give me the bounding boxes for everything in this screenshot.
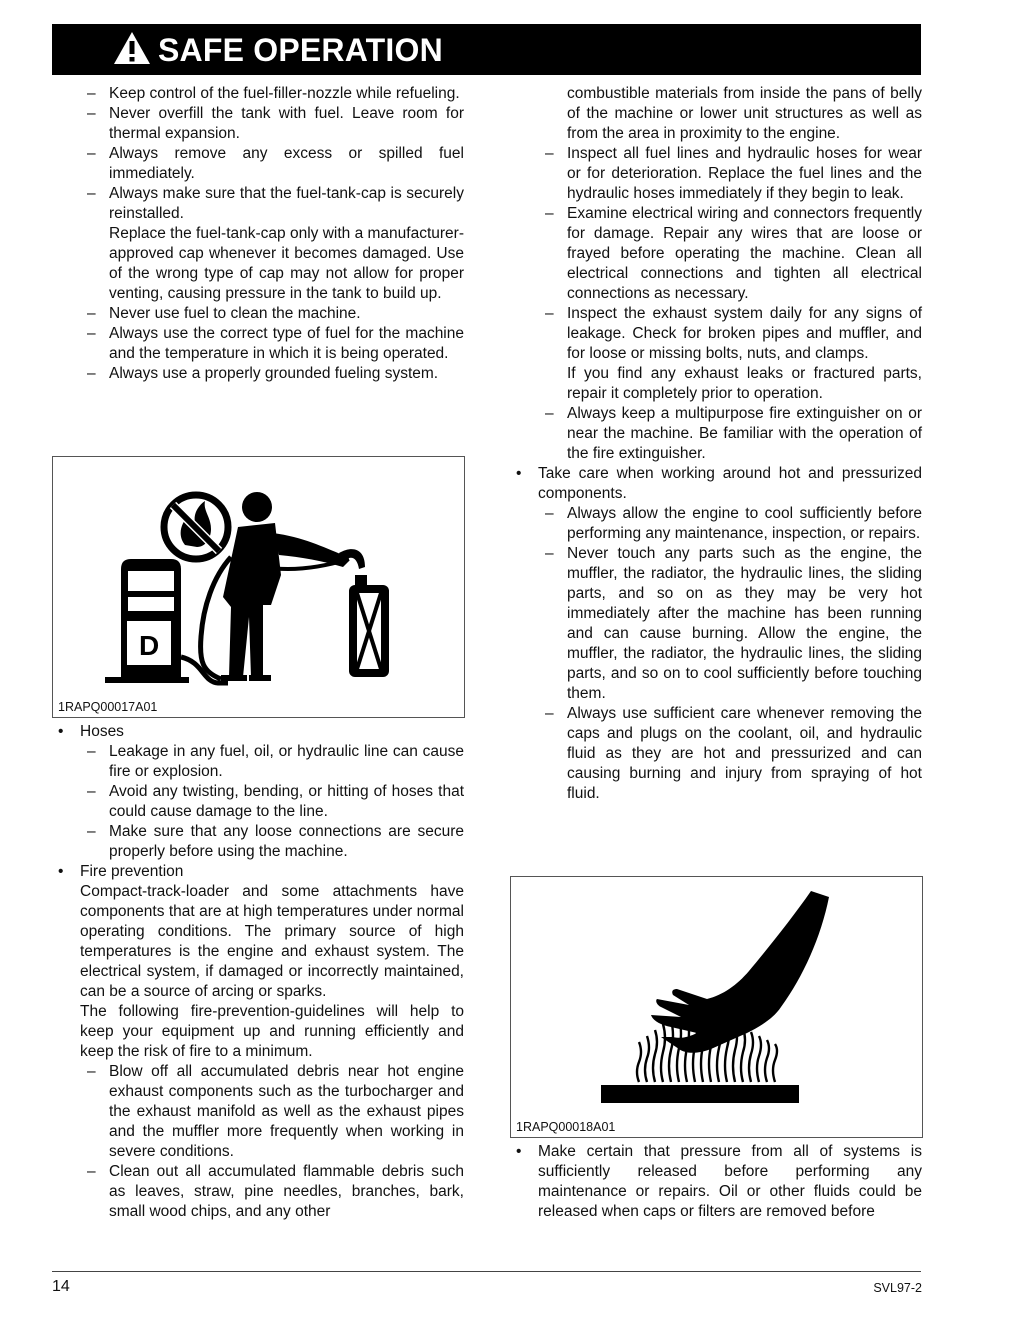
- fire-paragraph: The following fire-prevention-guidelines will help to keep your equipment up and running efficiently and keep the risk of fire to a minimum.: [80, 1003, 464, 1060]
- page-number: 14: [52, 1278, 70, 1295]
- refueling-illustration: [53, 457, 464, 697]
- person-refueling-icon: [201, 492, 349, 681]
- list-item: – Inspect the exhaust system daily for any signs of leakage. Check for broken pipes and muffler, and for loose or missing bolts, nuts, and clamps.: [545, 305, 922, 362]
- list-item: – Keep control of the fuel-filler-nozzle while refueling.: [87, 85, 460, 102]
- list-item: – Always remove any excess or spilled fuel immediately.: [87, 145, 464, 182]
- list-item: – Always keep a multipurpose fire extinguisher on or near the machine. Be familiar with the operation of the fire extinguisher.: [545, 405, 922, 462]
- right-column: [510, 84, 922, 804]
- list-item: – Always use the correct type of fuel for the machine and the temperature in which it is being operated.: [87, 325, 464, 362]
- list-item: – Never overfill the tank with fuel. Leave room for thermal expansion.: [87, 105, 464, 142]
- warning-triangle-icon: [112, 30, 152, 66]
- list-item: – Always use a properly grounded fueling system.: [87, 365, 439, 382]
- fuel-cap-note: Replace the fuel-tank-cap only with a manufacturer-approved cap whenever it becomes damaged. Use of the wrong type of cap may not allow for proper venting, causing pressure in the tank to build up.: [109, 225, 464, 302]
- list-item: – Never use fuel to clean the machine.: [87, 305, 361, 322]
- list-item: – Always allow the engine to cool sufficiently before performing any maintenance, inspection, or repairs.: [545, 505, 922, 542]
- hot-surface-illustration: [511, 877, 922, 1117]
- fuel-can-icon: [339, 549, 389, 677]
- bullet-item-pressure: • Make certain that pressure from all of systems is sufficiently released before performing any maintenance or repairs. Oil or other fluids could be released when caps or filters are removed before: [516, 1143, 922, 1220]
- list-item: – Clean out all accumulated flammable debris such as leaves, straw, pine needles, branches, bark, small wood chips, and any other: [87, 1163, 464, 1220]
- hot-surface-plate: [601, 1085, 799, 1103]
- figure-caption: 1RAPQ00017A01: [58, 700, 158, 714]
- hand-icon: [651, 891, 829, 1053]
- bullet-item-hot-components: • Take care when working around hot and pressurized components.: [516, 465, 922, 502]
- bullet-item-fire-prevention: • Fire prevention: [58, 863, 184, 880]
- document-code: SVL97-2: [873, 1281, 922, 1295]
- list-item: – Always make sure that the fuel-tank-cap is securely reinstalled.: [87, 185, 464, 222]
- bullet-item-hoses: • Hoses: [58, 723, 124, 740]
- fuel-pump-icon: [105, 559, 228, 683]
- list-item: – Avoid any twisting, bending, or hitting of hoses that could cause damage to the line.: [87, 783, 464, 820]
- footer-divider: [52, 1271, 921, 1272]
- left-column-lower: [52, 722, 464, 1222]
- list-item: – Inspect all fuel lines and hydraulic hoses for wear or for deterioration. Replace the fuel lines and the hydraulic hoses immediately if they begin to leak.: [545, 145, 922, 202]
- list-item: – Leakage in any fuel, oil, or hydraulic line can cause fire or explosion.: [87, 743, 464, 780]
- pump-label: D: [139, 630, 160, 661]
- figure-caption: 1RAPQ00018A01: [516, 1120, 616, 1134]
- list-item: – Make sure that any loose connections are secure properly before using the machine.: [87, 823, 464, 860]
- exhaust-note: If you find any exhaust leaks or fractured parts, repair it completely prior to operation.: [567, 365, 922, 402]
- no-fire-icon: [164, 495, 228, 559]
- section-header: [52, 24, 921, 75]
- figure-hot-surface: [510, 876, 923, 1138]
- right-column-lower: [510, 1142, 922, 1222]
- fire-paragraph: Compact-track-loader and some attachments have components that are at high temperatures under normal operating conditions. The primary source of high temperatures is the engine and exhaust system. The electrical system, if damaged or incorrectly maintained, can be a source of arcing or sparks.: [80, 883, 464, 1000]
- figure-refueling-no-fire: [52, 456, 465, 718]
- page-title: SAFE OPERATION: [158, 32, 443, 68]
- list-item: – Never touch any parts such as the engine, the muffler, the radiator, the hydraulic lines, the sliding parts, and so on as they may be very hot immediately after the machine has been running and can cause burning. Allow the engine, the muffler, the radiator, the hydraulic lines, the sliding parts, and so on to cool sufficiently before touching them.: [545, 545, 922, 702]
- list-item: – Always use sufficient care whenever removing the caps and plugs on the coolant, oil, and hydraulic fluid as they are hot and pressurized and can causing burning and injury from spraying of hot fluid.: [545, 705, 922, 802]
- list-item: – Blow off all accumulated debris near hot engine exhaust components such as the turbocharger and the exhaust manifold as well as the exhaust pipes and the muffler more frequently when working in severe conditions.: [87, 1063, 464, 1160]
- continued-text: combustible materials from inside the pans of belly of the machine or lower unit structures as well as from the area in proximity to the engine.: [567, 85, 922, 142]
- list-item: – Examine electrical wiring and connectors frequently for damage. Repair any wires that are loose or frayed before operating the machine. Clean all electrical connections and tighten all electrical connections as necessary.: [545, 205, 922, 302]
- left-column: [52, 84, 464, 384]
